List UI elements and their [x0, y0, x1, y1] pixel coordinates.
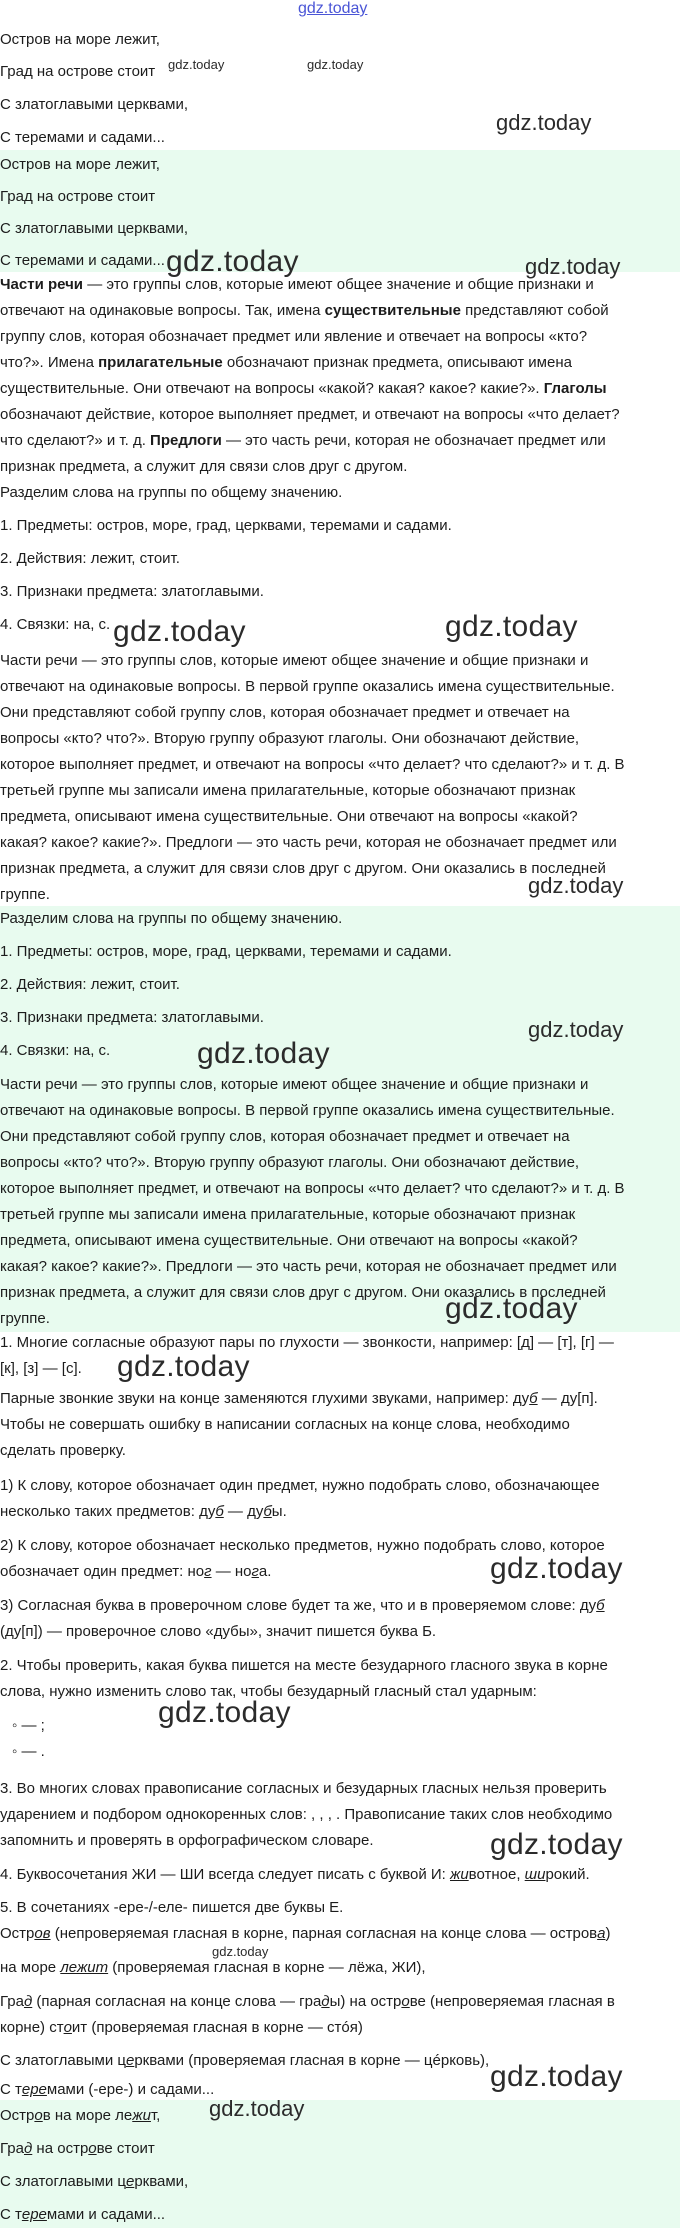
watermark: gdz.today [166, 245, 299, 278]
poem-line: С теремами и садами... [0, 2206, 166, 2223]
paragraph-line: вопросы «кто? что?». Вторую группу образуют глаголы. Они обозначают действие, [0, 1154, 580, 1171]
paragraph-line: обозначают действие, которое выполняет предмет, и отвечают на вопросы «что делает? [0, 406, 620, 423]
rule-line: 3) Согласная буква в проверочном слове будет та же, что и в проверяемом слове: дуб [0, 1597, 605, 1614]
paragraph-line: отвечают на одинаковые вопросы. Так, имена существительные представляют собой [0, 302, 609, 319]
watermark: gdz.today [528, 873, 624, 898]
watermark: gdz.today [445, 610, 578, 643]
paragraph-line: Они представляют собой группу слов, которая обозначает предмет и отвечает на [0, 704, 570, 721]
rule-line: ударением и подбором однокоренных слов: , , , . Правописание таких слов необходимо [0, 1806, 613, 1823]
paragraph-line: группе. [0, 1310, 50, 1327]
paragraph-line: Части речи — это группы слов, которые имеют общее значение и общие признаки и [0, 276, 594, 293]
paragraph-line: отвечают на одинаковые вопросы. В первой группе оказались имена существительные. [0, 1102, 615, 1119]
watermark: gdz.today [445, 1292, 578, 1325]
paragraph-line: что сделают?» и т. д. Предлоги — это часть речи, которая не обозначает предмет или [0, 432, 606, 449]
poem-line: С златоглавыми церквами, [0, 220, 189, 237]
paragraph-line: группе. [0, 886, 50, 903]
paragraph-line: группу слов, которая обозначает предмет или явление и отвечает на вопросы «кто? [0, 328, 588, 345]
watermark: gdz.today [113, 615, 246, 648]
rule-line: 4. Буквосочетания ЖИ — ШИ всегда следует писать с буквой И: животное, широкий. [0, 1866, 590, 1883]
watermark: gdz.today [525, 254, 621, 279]
rule-line: сделать проверку. [0, 1442, 126, 1459]
watermark[interactable]: gdz.today [298, 0, 368, 17]
rule-line: 3. Во многих словах правописание согласных и безударных гласных нельзя проверить [0, 1780, 607, 1797]
watermark: gdz.today [209, 2096, 305, 2121]
rule-line: 1. Многие согласные образуют пары по глухости — звонкости, например: [д] — [т], [г] — [0, 1334, 614, 1351]
analysis-line: Град (парная согласная на конце слова — грады) на острове (непроверяемая гласная в [0, 1993, 615, 2010]
watermark: gdz.today [307, 57, 364, 72]
analysis-line: С теремами (-ере-) и садами... [0, 2081, 215, 2098]
rule-line: [к], [з] — [с]. [0, 1360, 82, 1377]
watermark: gdz.today [528, 1017, 624, 1042]
poem-line: С златоглавыми церквами, [0, 2173, 189, 2190]
paragraph-line: Разделим слова на группы по общему значению. [0, 910, 343, 927]
poem-line: Остров на море лежит, [0, 156, 160, 173]
list-item: ◦ — ; [12, 1717, 45, 1734]
group-item: 3. Признаки предмета: златоглавыми. [0, 1009, 264, 1026]
rule-line: несколько таких предметов: дуб — дубы. [0, 1503, 287, 1520]
analysis-line: Остров (непроверяемая гласная в корне, парная согласная на конце слова — острова) [0, 1925, 611, 1942]
poem-line: С златоглавыми церквами, [0, 96, 189, 113]
analysis-line: С златоглавыми церквами (проверяемая гласная в корне — цéрковь), [0, 2052, 490, 2069]
rule-line: Парные звонкие звуки на конце заменяются глухими звуками, например: дуб — ду[п]. [0, 1390, 598, 1407]
poem-line: Град на острове стоит [0, 2140, 155, 2157]
rule-line: (ду[п]) — проверочное слово «дубы», значит пишется буква Б. [0, 1623, 437, 1640]
rule-line: 2) К слову, которое обозначает несколько предметов, нужно подобрать слово, которое [0, 1537, 605, 1554]
poem-line: Остров на море лежит, [0, 31, 160, 48]
paragraph-line: отвечают на одинаковые вопросы. В первой группе оказались имена существительные. [0, 678, 615, 695]
watermark: gdz.today [158, 1696, 291, 1729]
watermark: gdz.today [490, 1828, 623, 1861]
rule-line: запомнить и проверять в орфографическом словаре. [0, 1832, 374, 1849]
group-item: 4. Связки: на, с. [0, 616, 111, 633]
rule-line: обозначает один предмет: ног — нога. [0, 1563, 272, 1580]
paragraph-line: третьей группе мы записали имена прилагательные, которые обозначают признак [0, 1206, 576, 1223]
watermark: gdz.today [490, 2060, 623, 2093]
paragraph-line: Разделим слова на группы по общему значению. [0, 484, 343, 501]
poem-line: С теремами и садами... [0, 252, 165, 269]
group-item: 4. Связки: на, с. [0, 1042, 111, 1059]
paragraph-line: которое выполняет предмет, и отвечают на вопросы «что делает? что сделают?» и т. д. В [0, 756, 625, 773]
poem-line: С теремами и садами... [0, 129, 165, 146]
paragraph-line: какая? какое? какие?». Предлоги — это часть речи, которая не обозначает предмет или [0, 1258, 617, 1275]
rule-line: 1) К слову, которое обозначает один предмет, нужно подобрать слово, обозначающее [0, 1477, 600, 1494]
poem-line: Град на острове стоит [0, 63, 156, 80]
list-item: ◦ — . [12, 1743, 45, 1760]
paragraph-line: признак предмета, а служит для связи слов друг с другом. Они оказались в последней [0, 1284, 606, 1301]
watermark: gdz.today [496, 110, 592, 135]
rule-line: 2. Чтобы проверить, какая буква пишется на месте безударного гласного звука в корне [0, 1657, 608, 1674]
watermark: gdz.today [168, 57, 225, 72]
group-item: 2. Действия: лежит, стоит. [0, 550, 180, 567]
rule-line: слова, нужно изменить слово так, чтобы безударный гласный стал ударным: [0, 1683, 537, 1700]
group-item: 1. Предметы: остров, море, град, церквами, теремами и садами. [0, 943, 452, 960]
group-item: 1. Предметы: остров, море, град, церквами, теремами и садами. [0, 517, 452, 534]
paragraph-line: третьей группе мы записали имена прилагательные, которые обозначают признак [0, 782, 576, 799]
watermark: gdz.today [117, 1350, 250, 1383]
poem-line: Град на острове стоит [0, 188, 156, 205]
poem-line: Остров на море лежит, [0, 2107, 161, 2124]
rule-line: 5. В сочетаниях -ере-/-еле- пишется две буквы Е. [0, 1899, 344, 1916]
group-item: 2. Действия: лежит, стоит. [0, 976, 180, 993]
paragraph-line: что?». Имена прилагательные обозначают признак предмета, описывают имена [0, 354, 572, 371]
paragraph-line: предмета, описывают имена существительные. Они отвечают на вопросы «какой? [0, 808, 578, 825]
analysis-line: корне) стоит (проверяемая гласная в корне — стóя) [0, 2019, 363, 2036]
watermark: gdz.today [212, 1944, 269, 1959]
paragraph-line: Части речи — это группы слов, которые имеют общее значение и общие признаки и [0, 652, 589, 669]
watermark: gdz.today [197, 1037, 330, 1070]
paragraph-line: какая? какое? какие?». Предлоги — это часть речи, которая не обозначает предмет или [0, 834, 617, 851]
paragraph-line: Части речи — это группы слов, которые имеют общее значение и общие признаки и [0, 1076, 589, 1093]
paragraph-line: предмета, описывают имена существительные. Они отвечают на вопросы «какой? [0, 1232, 578, 1249]
paragraph-line: Они представляют собой группу слов, которая обозначает предмет и отвечает на [0, 1128, 570, 1145]
analysis-line: на море лежит (проверяемая гласная в корне — лёжа, ЖИ), [0, 1959, 426, 1976]
group-item: 3. Признаки предмета: златоглавыми. [0, 583, 264, 600]
paragraph-line: признак предмета, а служит для связи слов друг с другом. [0, 458, 408, 475]
rule-line: Чтобы не совершать ошибку в написании согласных на конце слова, необходимо [0, 1416, 570, 1433]
paragraph-line: признак предмета, а служит для связи слов друг с другом. Они оказались в последней [0, 860, 606, 877]
watermark: gdz.today [490, 1552, 623, 1585]
paragraph-line: которое выполняет предмет, и отвечают на вопросы «что делает? что сделают?» и т. д. В [0, 1180, 625, 1197]
paragraph-line: вопросы «кто? что?». Вторую группу образуют глаголы. Они обозначают действие, [0, 730, 580, 747]
paragraph-line: существительные. Они отвечают на вопросы «какой? какая? какое? какие?». Глаголы [0, 380, 607, 397]
